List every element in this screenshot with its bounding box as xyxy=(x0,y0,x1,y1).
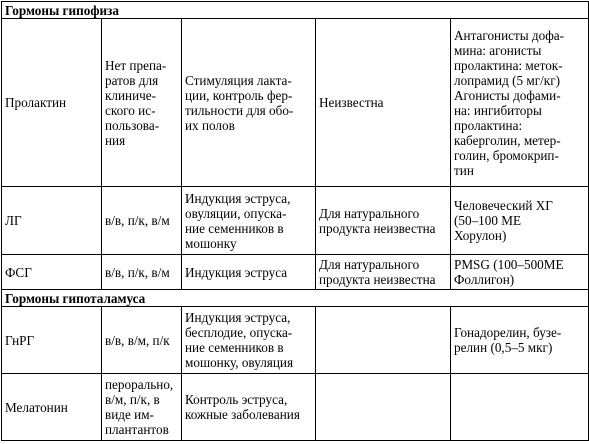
clinical-use: Индукция эструса, бесплодие, опуска- ние семенников в мошонку, овуляция xyxy=(182,307,316,374)
product-info: Неизвестна xyxy=(316,19,451,187)
clinical-use: Индукция эструса, овуляции, опуска- ние семенников в мошонку xyxy=(182,187,316,255)
administration-route: в/в, в/м, п/к xyxy=(102,307,182,374)
clinical-use: Контроль эструса, кожные заболевания xyxy=(182,374,316,441)
section-row-hypothalamus xyxy=(2,290,589,307)
drug-notes: Гонадорелин, бузе- релин (0,5–5 мкг) xyxy=(451,307,589,374)
table-row-lh xyxy=(2,187,589,255)
hormone-name: ФСГ xyxy=(2,255,102,290)
hormone-name: ГнРГ xyxy=(2,307,102,374)
product-info: Для натурального продукта неизвестна xyxy=(316,255,451,290)
section-title-hypothalamus: Гормоны гипоталамуса xyxy=(2,290,589,307)
clinical-use: Индукция эструса xyxy=(182,255,316,290)
product-info xyxy=(316,307,451,374)
product-info: Для натурального продукта неизвестна xyxy=(316,187,451,255)
drug-notes: PMSG (100–500МЕ Фоллигон) xyxy=(451,255,589,290)
section-row-pituitary xyxy=(2,2,589,19)
product-info xyxy=(316,374,451,441)
table-row-gnrh xyxy=(2,307,589,374)
drug-notes: Антагонисты дофа- мина: агонисты пролактина: меток- лопрамид (5 мг/кг) Агонисты дофами- на: ингибиторы пролактина: каберголин, метер- голин, бромокрип- тин xyxy=(451,19,589,187)
drug-notes xyxy=(451,374,589,441)
table-row-fsh xyxy=(2,255,589,290)
administration-route: в/в, п/к, в/м xyxy=(102,255,182,290)
hormone-name: Пролактин xyxy=(2,19,102,187)
table-row-melatonin xyxy=(2,374,589,441)
clinical-use: Стимуляция лакта- ции, контроль фер- тильности для обо- их полов xyxy=(182,19,316,187)
section-title-pituitary: Гормоны гипофиза xyxy=(2,2,589,19)
hormones-table xyxy=(1,1,589,441)
administration-route: перорально, в/м, п/к, в виде им- плантантов xyxy=(102,374,182,441)
hormone-name: ЛГ xyxy=(2,187,102,255)
hormone-name: Мелатонин xyxy=(2,374,102,441)
drug-notes: Человеческий ХГ (50–100 МЕ Хорулон) xyxy=(451,187,589,255)
table-row-prolactin xyxy=(2,19,589,187)
administration-route: Нет препа- ратов для клиниче- ского ис- пользова- ния xyxy=(102,19,182,187)
administration-route: в/в, п/к, в/м xyxy=(102,187,182,255)
